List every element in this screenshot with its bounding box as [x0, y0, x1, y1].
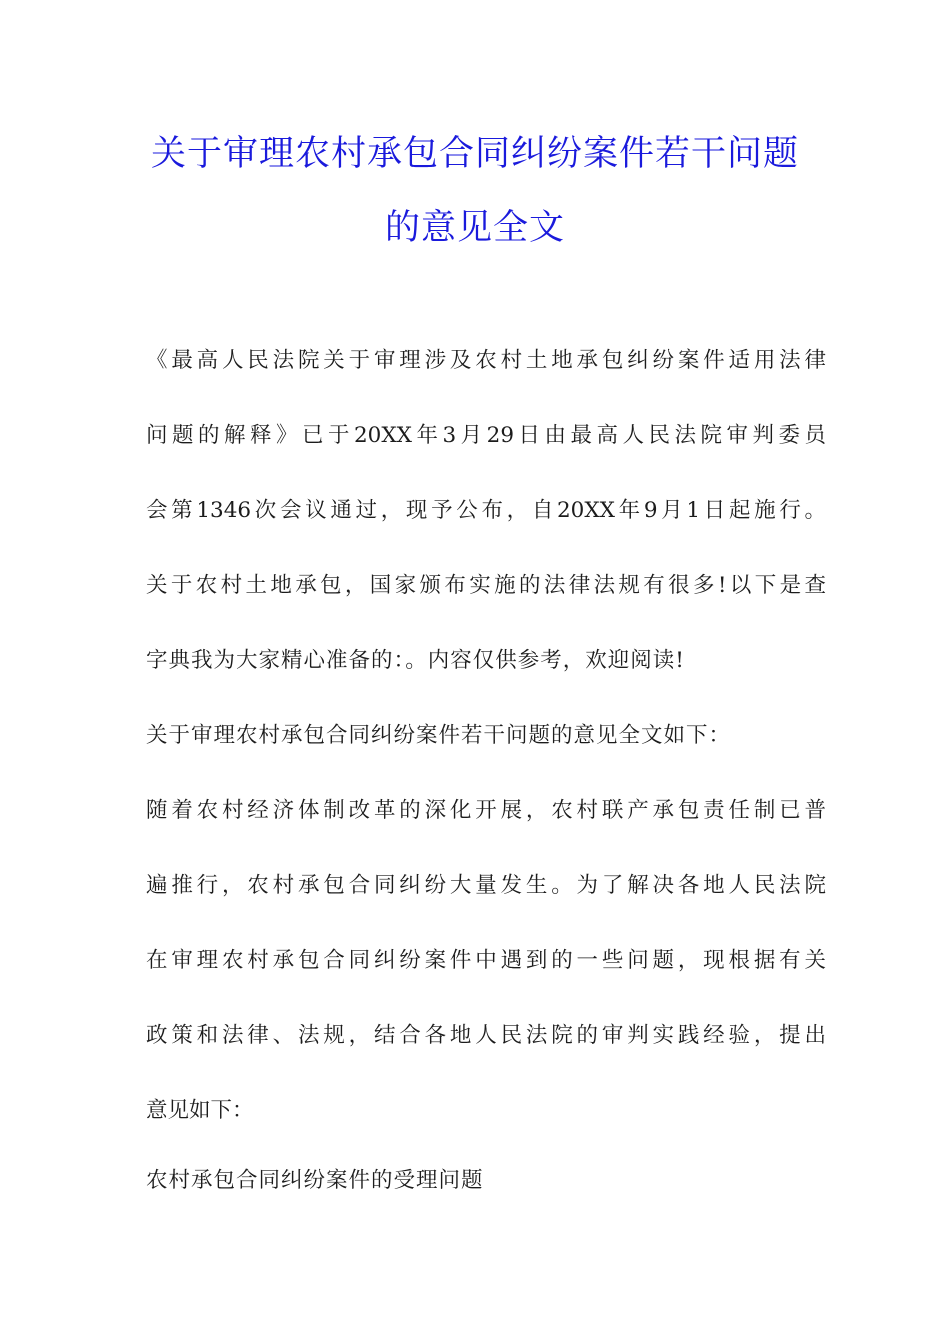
document-title-line-1: 关于审理农村承包合同纠纷案件若干问题	[150, 134, 799, 174]
body-line-9: 在审理农村承包合同纠纷案件中遇到的一些问题，现根据有关	[146, 948, 826, 973]
body-line-3: 会第1346次会议通过，现予公布，自20XX年9月1日起施行。	[146, 498, 826, 523]
body-line-5: 字典我为大家精心准备的：。内容仅供参考，欢迎阅读!	[146, 648, 685, 673]
document-title-line-2: 的意见全文	[384, 208, 565, 248]
body-line-8: 遍推行，农村承包合同纠纷大量发生。为了解决各地人民法院	[146, 873, 826, 898]
body-line-11: 意见如下：	[146, 1098, 254, 1123]
body-line-7: 随着农村经济体制改革的深化开展，农村联产承包责任制已普	[146, 798, 826, 823]
body-line-10: 政策和法律、法规，结合各地人民法院的审判实践经验，提出	[146, 1023, 826, 1048]
body-line-6: 关于审理农村承包合同纠纷案件若干问题的意见全文如下：	[146, 723, 732, 748]
body-line-2: 问题的解释》已于20XX年3月29日由最高人民法院审判委员	[146, 423, 826, 448]
body-line-1: 《最高人民法院关于审理涉及农村土地承包纠纷案件适用法律	[146, 348, 826, 373]
body-line-4: 关于农村土地承包，国家颁布实施的法律法规有很多!以下是查	[146, 573, 826, 598]
section-heading: 农村承包合同纠纷案件的受理问题	[146, 1168, 484, 1193]
